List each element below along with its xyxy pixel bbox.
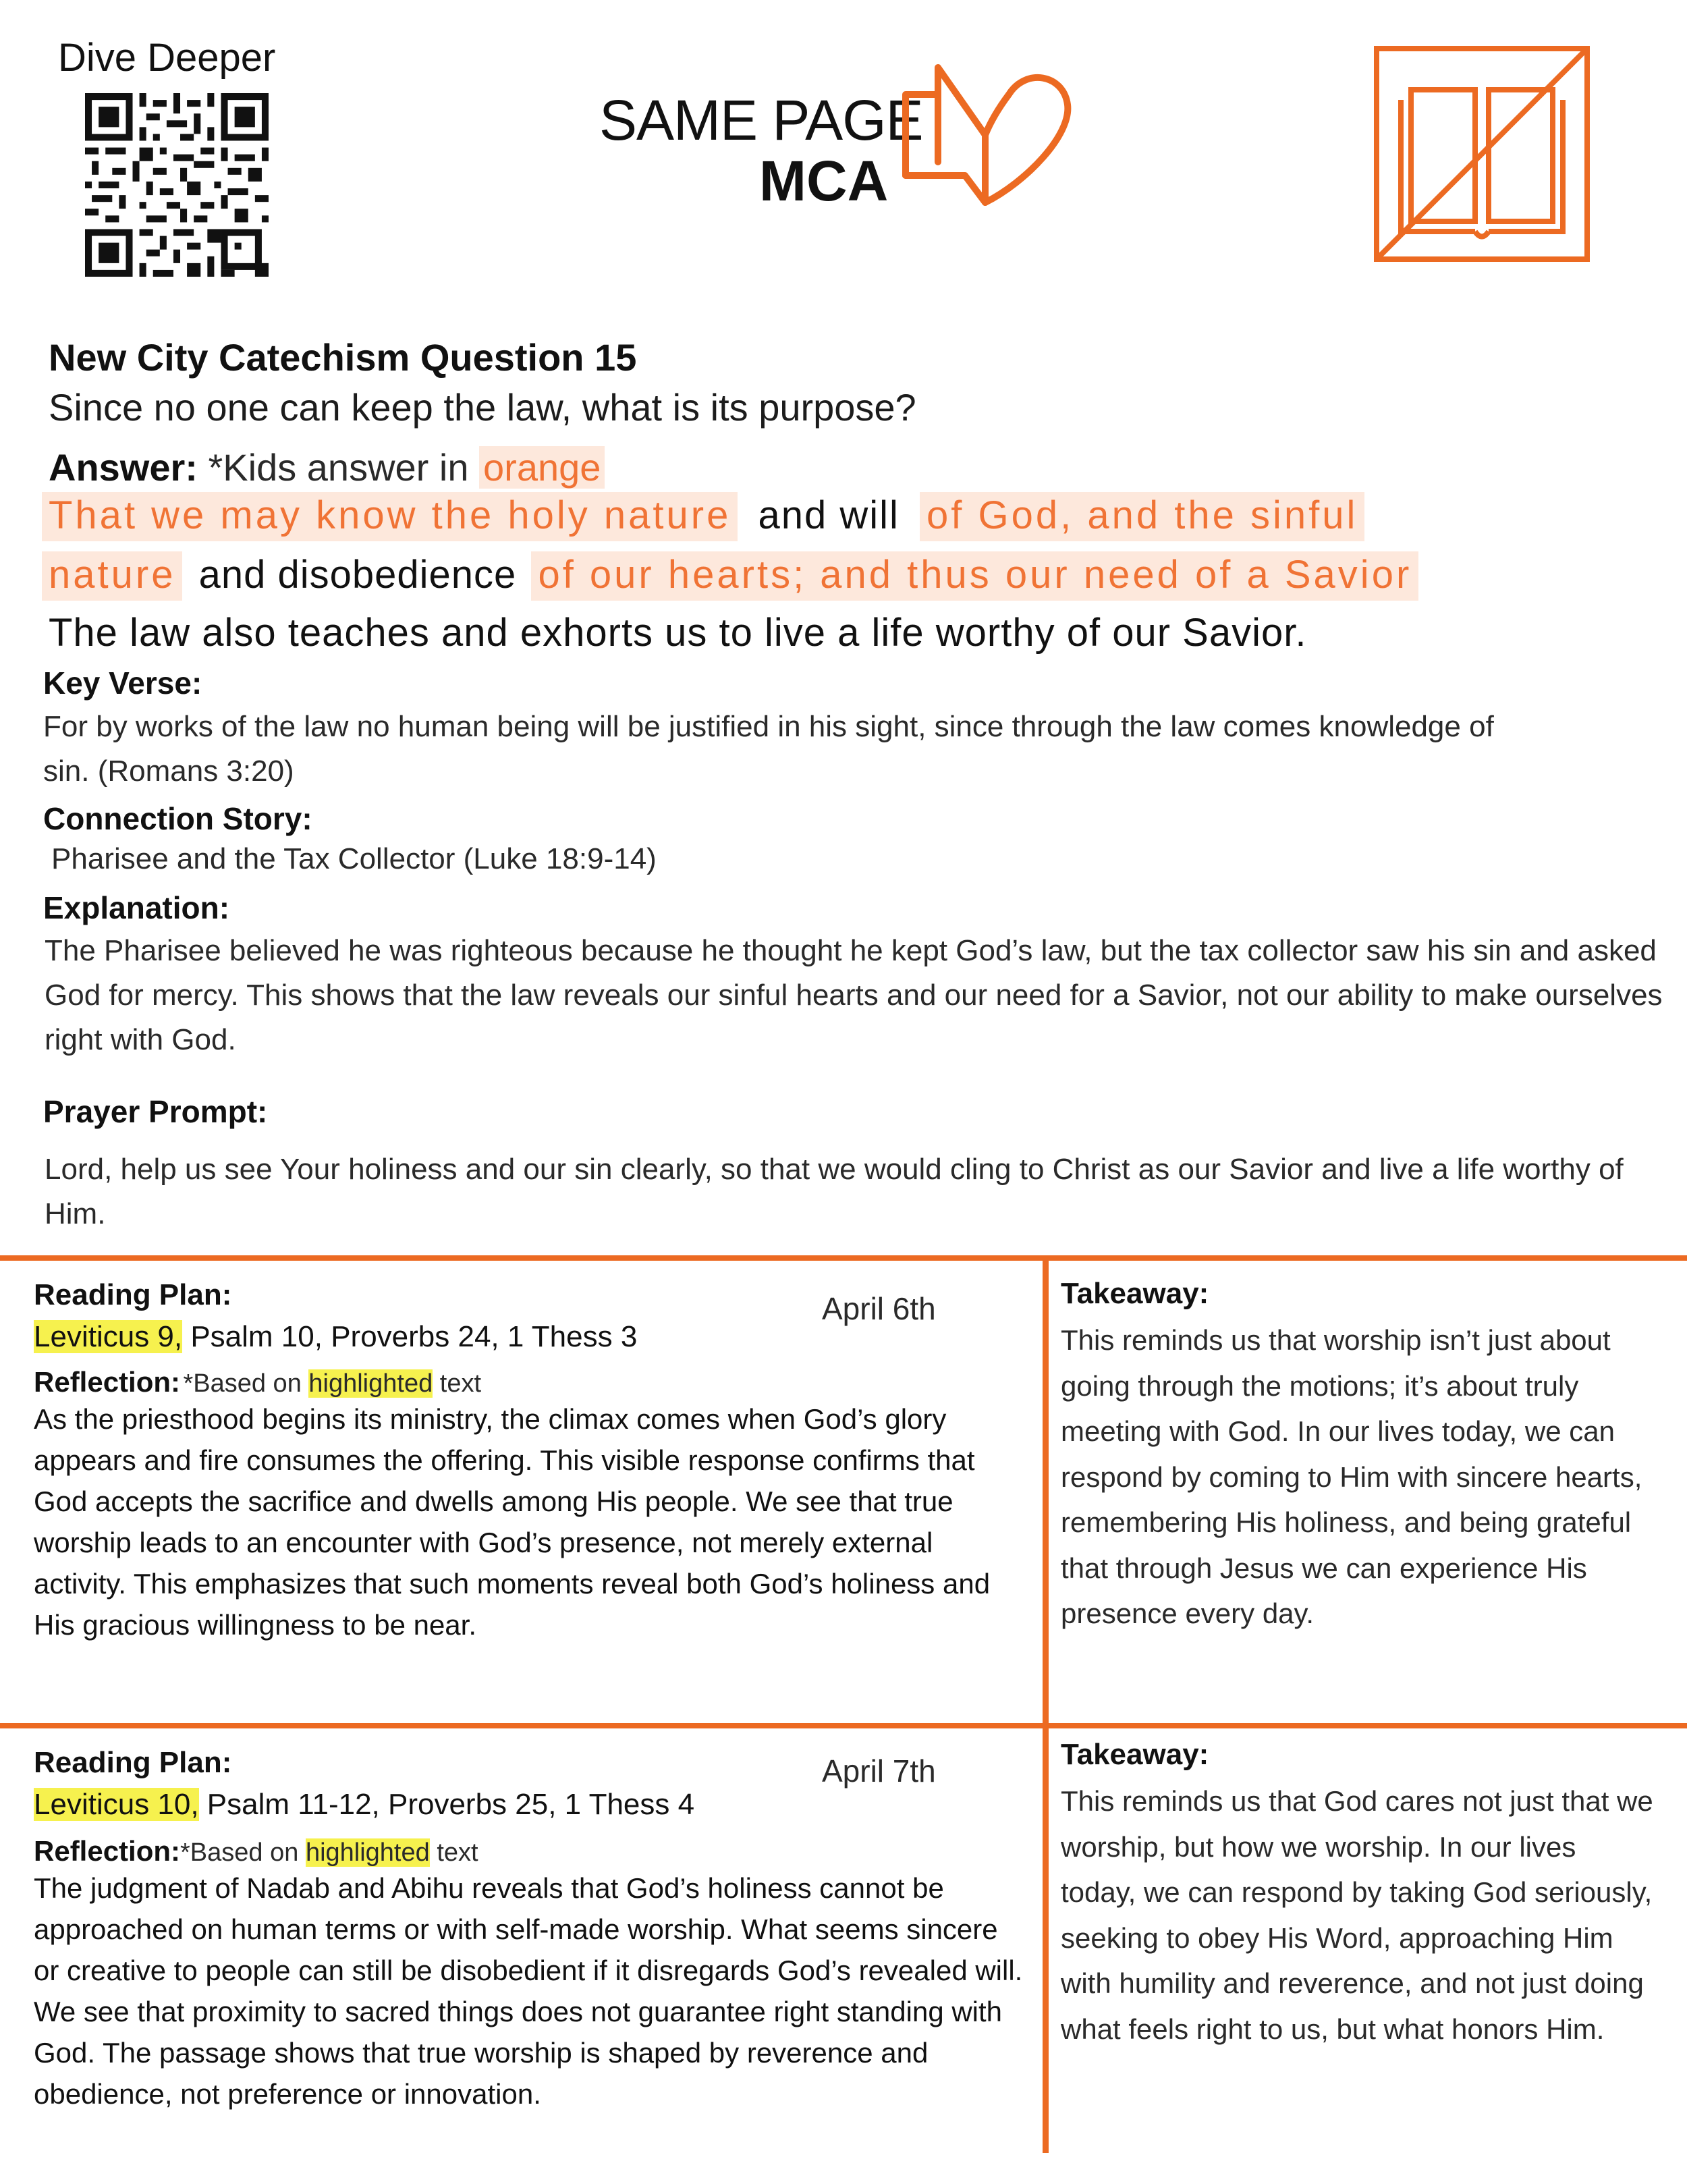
book-heart-icon xyxy=(891,54,1080,236)
prayer-prompt-text: Lord, help us see Your holiness and our sin clearly, so that we would cling to Christ as our Savior and live a life worthy of Him. xyxy=(45,1153,1624,1230)
reading-date: April 6th xyxy=(822,1291,936,1326)
reflection-note-highlight: highlighted xyxy=(305,1838,430,1867)
reading-plan-label: Reading Plan: xyxy=(34,1278,232,1311)
answer-kid-part-2: of God, and the sinful xyxy=(920,492,1364,541)
takeaway-label: Takeaway: xyxy=(1061,1738,1209,1771)
key-verse-text: For by works of the law no human being will be justified in his sight, since through the law comes knowledge of sin. (Romans 3:20) xyxy=(43,710,1494,788)
reflection-note-after: text xyxy=(429,1838,478,1867)
reflection-header xyxy=(34,1835,478,1867)
connection-story-text: Pharisee and the Tax Collector (Luke 18:9-14) xyxy=(51,842,657,875)
reflection-note xyxy=(183,1369,481,1398)
day-card xyxy=(0,1261,1687,1723)
reflection-note-highlight: highlighted xyxy=(308,1369,433,1398)
catechism-question: Since no one can keep the law, what is its purpose? xyxy=(49,386,916,429)
reading-date: April 7th xyxy=(822,1753,936,1789)
highlighted-reading: Leviticus 10, xyxy=(34,1788,199,1821)
reflection-header xyxy=(34,1366,481,1398)
catechism-title: New City Catechism Question 15 xyxy=(49,336,637,379)
answer-kid-part-3: nature xyxy=(42,551,182,601)
law-teaches: The law also teaches and exhorts us to live a life worthy of our Savior. xyxy=(49,611,1307,655)
reflection-note xyxy=(180,1838,478,1867)
answer-kid-part-4: of our hearts; and thus our need of a Savior xyxy=(531,551,1418,601)
key-verse-label: Key Verse: xyxy=(43,665,202,701)
other-readings: Psalm 10, Proverbs 24, 1 Thess 3 xyxy=(182,1320,638,1353)
answer-label: Answer: xyxy=(49,446,198,489)
answer-kid-part-1: That we may know the holy nature xyxy=(42,492,738,541)
reflection-note-after: text xyxy=(433,1369,482,1398)
takeaway-text: This reminds us that worship isn’t just about going through the motions; it’s about truly meeting with God. In our lives today, we can respond by coming to Him with sincere hearts, remembering His holiness, and being grateful that through Jesus we can experience His presence every day. xyxy=(1061,1324,1642,1629)
day-card xyxy=(0,1728,1687,2184)
reflection-text: As the priesthood begins its ministry, the climax comes when God’s glory appears and fire consumes the offering. This visible response confirms that God accepts the sacrifice and dwells among His people. We see that true worship leads to an encounter with God’s presence, not merely external activity. This emphasizes that such moments reveal both God’s holiness and His gracious willingness to be near. xyxy=(34,1403,991,1641)
other-readings: Psalm 11-12, Proverbs 25, 1 Thess 4 xyxy=(198,1788,695,1821)
answer-row-2 xyxy=(42,552,1418,597)
answer-adult-part-2: and disobedience xyxy=(198,553,517,597)
qr-code[interactable] xyxy=(85,93,269,277)
connection-story-label: Connection Story: xyxy=(43,801,312,836)
reflection-label: Reflection: xyxy=(34,1835,181,1867)
explanation-text: The Pharisee believed he was righteous because he thought he kept God’s law, but the tax collector saw his sin and asked God for mercy. This shows that the law reveals our sinful hearts and our need for a Savior, not our ability to make ourselves right with God. xyxy=(45,934,1663,1056)
reading-plan-label: Reading Plan: xyxy=(34,1746,232,1779)
answer-adult-part-1: and will xyxy=(758,493,900,537)
answer-row-1 xyxy=(42,493,1364,538)
reading-list xyxy=(34,1788,694,1822)
reflection-label: Reflection: xyxy=(34,1366,181,1398)
answer-line xyxy=(49,445,605,489)
reflection-text: The judgment of Nadab and Abihu reveals that God’s holiness cannot be approached on human terms or with self-made worship. What seems sincere or creative to people can still be disobedient if it disregards God’s revealed will. We see that proximity to sacred things does not guarantee right standing with God. The passage shows that true worship is shaped by reverence and obedience, not preference or innovation. xyxy=(34,1872,1023,2110)
takeaway-text: This reminds us that God cares not just that we worship, but how we worship. In our lives today, we can respond by taking God seriously, seeking to obey His Word, approaching Him with humility and reverence, and not just doing what feels right to us, but what honors Him. xyxy=(1061,1785,1653,2045)
book-icon xyxy=(1374,46,1590,262)
takeaway-label: Takeaway: xyxy=(1061,1277,1209,1310)
reflection-note-before: *Based on xyxy=(180,1838,306,1867)
divider-top xyxy=(0,1255,1687,1261)
reading-list xyxy=(34,1320,637,1354)
brand-line2: MCA xyxy=(759,149,889,213)
brand-line1: SAME PAGE xyxy=(599,88,923,152)
prayer-prompt-label: Prayer Prompt: xyxy=(43,1094,268,1129)
dive-deeper-label: Dive Deeper xyxy=(58,36,276,80)
answer-note: *Kids answer in xyxy=(208,446,469,489)
reflection-note-before: *Based on xyxy=(183,1369,309,1398)
brand-logo xyxy=(594,54,1080,243)
explanation-label: Explanation: xyxy=(43,890,230,925)
highlighted-reading: Leviticus 9, xyxy=(34,1320,183,1353)
divider-middle xyxy=(0,1723,1687,1728)
answer-note-orange: orange xyxy=(479,446,605,489)
